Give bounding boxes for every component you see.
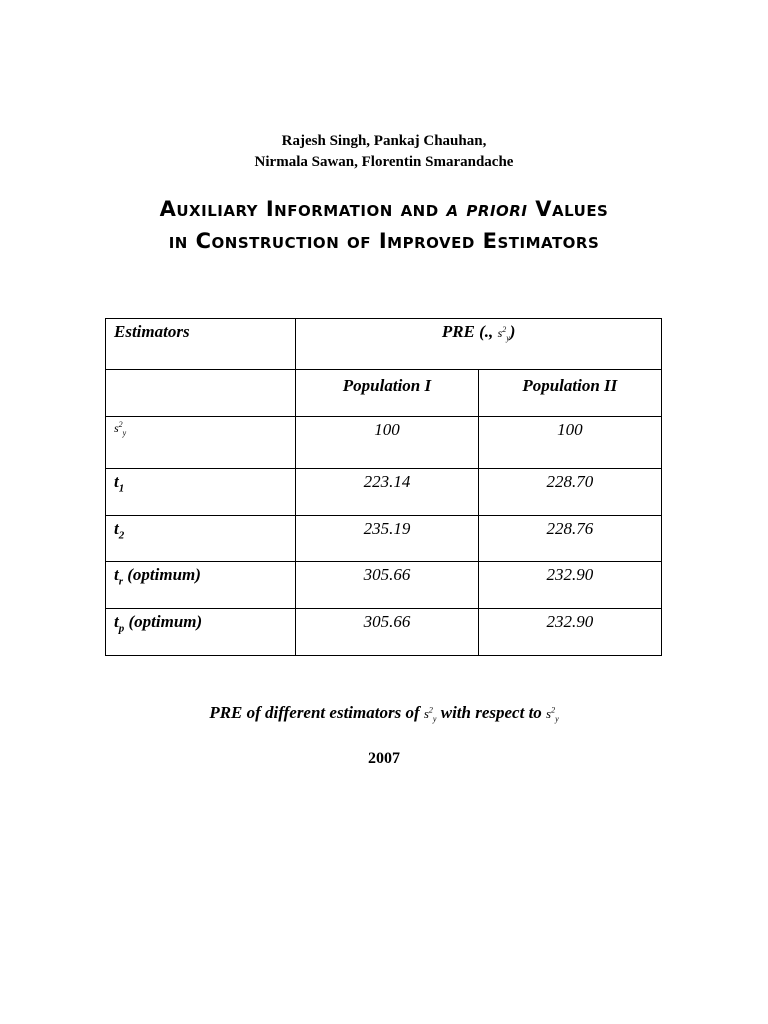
caption-symbol-1 — [423, 705, 437, 724]
row-label-base: t — [114, 565, 119, 584]
population-1-label: Population I — [342, 376, 432, 395]
row-label-sub: 1 — [118, 482, 125, 495]
header-estimators: Estimators — [114, 322, 190, 341]
symbol-sup: 2 — [551, 705, 556, 715]
symbol-sub: y — [555, 714, 559, 724]
document-title — [0, 193, 768, 257]
row-label-sup: 2 — [118, 420, 123, 429]
row-label — [114, 562, 295, 587]
table-row — [106, 469, 662, 516]
row-pop1-cell — [296, 417, 478, 469]
symbol-sub: y — [506, 333, 510, 343]
row-pop2-cell — [478, 516, 661, 562]
row-label-cell — [106, 609, 296, 656]
subheader-empty-cell — [106, 370, 296, 417]
row-label-sub: 2 — [118, 529, 125, 542]
row-pop2-cell — [478, 609, 661, 656]
row-pop2-value: 228.70 — [546, 472, 594, 491]
table-row — [106, 417, 662, 469]
symbol-base: s — [546, 706, 552, 721]
authors-block — [0, 131, 768, 173]
row-label — [114, 417, 295, 437]
row-pop2-value: 228.76 — [546, 519, 594, 538]
header-pre-cell — [296, 319, 662, 370]
row-pop1-cell — [296, 516, 478, 562]
publication-year: 2007 — [368, 750, 400, 767]
table-caption — [0, 703, 768, 724]
row-label — [114, 609, 295, 634]
row-label-cell — [106, 516, 296, 562]
row-pop1-cell — [296, 562, 478, 609]
row-label — [114, 469, 295, 494]
row-pop2-cell — [478, 562, 661, 609]
row-label-base: t — [114, 472, 119, 491]
row-label — [114, 516, 295, 541]
row-label-suffix: (optimum) — [123, 565, 201, 584]
population-2-label: Population II — [522, 376, 618, 395]
caption-part-1: PRE of different estimators of — [209, 703, 424, 722]
subheader-pop2-cell — [478, 370, 661, 417]
row-label-cell — [106, 562, 296, 609]
row-label-suffix: (optimum) — [124, 612, 203, 631]
row-label-sub: y — [122, 428, 127, 438]
row-pop1-cell — [296, 469, 478, 516]
table-row — [106, 516, 662, 562]
title-line-1-end: Values — [527, 197, 609, 221]
title-italic-phrase: a priori — [446, 197, 528, 221]
symbol-sub: y — [432, 714, 437, 724]
row-label-cell — [106, 417, 296, 469]
title-line-1-start: Auxiliary Information and — [159, 197, 447, 221]
row-pop1-value: 100 — [374, 420, 400, 439]
row-label-cell — [106, 469, 296, 516]
row-pop2-cell — [478, 469, 661, 516]
row-label-base: t — [114, 519, 119, 538]
symbol-base: s — [423, 706, 429, 721]
row-pop1-cell — [296, 609, 478, 656]
caption-symbol-2 — [546, 705, 559, 724]
header-pre-suffix: ) — [509, 322, 516, 341]
header-pre-prefix: PRE (., — [441, 322, 494, 341]
table-row — [106, 562, 662, 609]
pre-table — [105, 318, 662, 656]
authors-line-2: Nirmala Sawan, Florentin Smarandache — [254, 154, 514, 170]
row-pop1-value: 305.66 — [363, 565, 411, 584]
header-pre — [296, 319, 661, 342]
row-pop1-value: 223.14 — [363, 472, 411, 491]
symbol-sup: 2 — [428, 705, 433, 715]
row-pop1-value: 235.19 — [363, 519, 411, 538]
header-pre-symbol — [497, 325, 510, 343]
row-pop2-value: 100 — [557, 420, 583, 439]
row-label-base: t — [114, 612, 119, 631]
symbol-sup: 2 — [502, 325, 507, 334]
subheader-pop1-cell — [296, 370, 478, 417]
title-line-2: in Construction of Improved Estimators — [168, 229, 600, 253]
row-pop2-cell — [478, 417, 661, 469]
table-row — [106, 609, 662, 656]
header-estimators-cell — [106, 319, 296, 370]
table-subheader-row — [106, 370, 662, 417]
table-header-row — [106, 319, 662, 370]
row-pop1-value: 305.66 — [363, 612, 411, 631]
symbol-base: s — [497, 326, 503, 340]
title-line-1 — [0, 193, 768, 225]
row-label-base: s — [114, 421, 119, 435]
authors-line-1: Rajesh Singh, Pankaj Chauhan, — [281, 133, 487, 149]
row-pop2-value: 232.90 — [546, 565, 594, 584]
row-label-sub: p — [118, 622, 125, 635]
row-pop2-value: 232.90 — [546, 612, 594, 631]
caption-part-2: with respect to — [436, 703, 547, 722]
row-label-sub: r — [118, 575, 124, 588]
